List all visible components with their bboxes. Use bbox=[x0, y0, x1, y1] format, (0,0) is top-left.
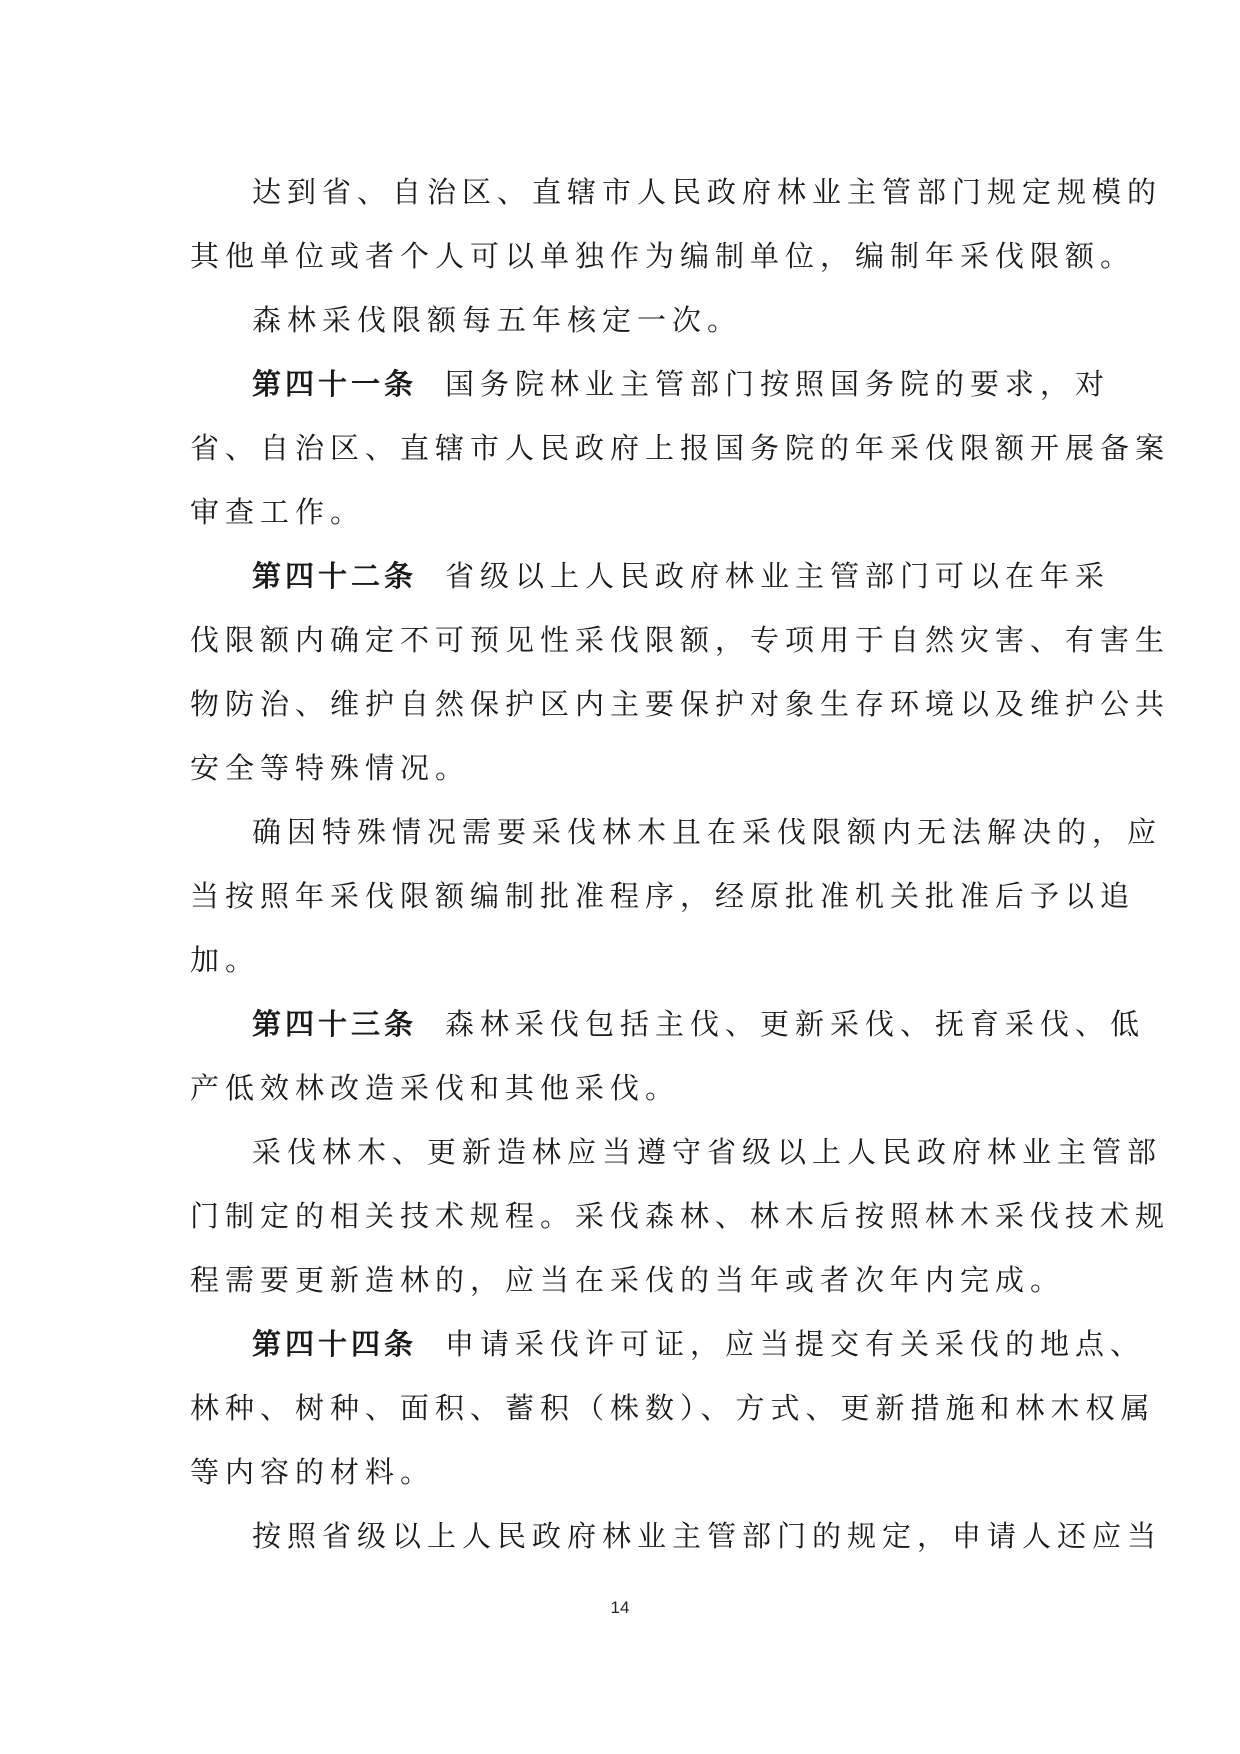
article-heading: 第四十四条 bbox=[252, 1327, 418, 1361]
text-line bbox=[190, 416, 1171, 480]
article-heading: 第四十二条 bbox=[252, 559, 418, 593]
line-text: 其他单位或者个人可以单独作为编制单位，编制年采伐限额。 bbox=[190, 239, 1136, 273]
text-line bbox=[190, 1376, 1156, 1440]
text-line bbox=[190, 992, 1146, 1056]
line-text: 门制定的相关技术规程。采伐森林、林木后按照林木采伐技术规 bbox=[190, 1199, 1171, 1233]
line-text: 当按照年采伐限额编制批准程序，经原批准机关批准后予以追 bbox=[190, 879, 1136, 913]
text-line bbox=[190, 288, 1050, 352]
line-text: 森林采伐包括主伐、更新采伐、抚育采伐、低 bbox=[445, 1007, 1146, 1041]
text-line bbox=[190, 1120, 1163, 1184]
text-line bbox=[190, 1504, 1163, 1568]
line-text: 国务院林业主管部门按照国务院的要求，对 bbox=[445, 367, 1111, 401]
line-text: 安全等特殊情况。 bbox=[190, 751, 471, 785]
text-line bbox=[190, 1184, 1171, 1248]
line-text: 省、自治区、直辖市人民政府上报国务院的年采伐限额开展备案 bbox=[190, 431, 1171, 465]
article-heading: 第四十三条 bbox=[252, 1007, 418, 1041]
line-text: 程需要更新造林的，应当在采伐的当年或者次年内完成。 bbox=[190, 1263, 1066, 1297]
text-line bbox=[190, 224, 1136, 288]
text-line bbox=[190, 1312, 1146, 1376]
text-line bbox=[190, 800, 1163, 864]
line-text: 等内容的材料。 bbox=[190, 1455, 436, 1489]
article-heading: 第四十一条 bbox=[252, 367, 418, 401]
text-line bbox=[190, 928, 1050, 992]
text-line bbox=[190, 864, 1136, 928]
line-text: 林种、树种、面积、蓄积（株数）、方式、更新措施和林木权属 bbox=[190, 1391, 1156, 1425]
page-number: 14 bbox=[610, 1598, 630, 1617]
text-line bbox=[190, 1248, 1066, 1312]
text-line bbox=[190, 1440, 1050, 1504]
text-line bbox=[190, 480, 1050, 544]
text-line bbox=[190, 544, 1111, 608]
text-line bbox=[190, 608, 1171, 672]
text-line bbox=[190, 352, 1111, 416]
line-text: 森林采伐限额每五年核定一次。 bbox=[252, 303, 743, 337]
text-line bbox=[190, 1056, 1050, 1120]
line-text: 产低效林改造采伐和其他采伐。 bbox=[190, 1071, 681, 1105]
text-line bbox=[190, 672, 1171, 736]
line-text: 物防治、维护自然保护区内主要保护对象生存环境以及维护公共 bbox=[190, 687, 1171, 721]
line-text: 采伐林木、更新造林应当遵守省级以上人民政府林业主管部 bbox=[252, 1135, 1163, 1169]
line-text: 伐限额内确定不可预见性采伐限额，专项用于自然灾害、有害生 bbox=[190, 623, 1171, 657]
line-text: 加。 bbox=[190, 943, 261, 977]
document-body bbox=[190, 160, 1171, 1568]
line-text: 确因特殊情况需要采伐林木且在采伐限额内无法解决的，应 bbox=[252, 815, 1163, 849]
line-text: 达到省、自治区、直辖市人民政府林业主管部门规定规模的 bbox=[252, 175, 1163, 209]
line-text: 按照省级以上人民政府林业主管部门的规定，申请人还应当 bbox=[252, 1519, 1163, 1553]
text-line bbox=[190, 736, 1050, 800]
line-text: 审查工作。 bbox=[190, 495, 366, 529]
text-line bbox=[190, 160, 1163, 224]
line-text: 申请采伐许可证，应当提交有关采伐的地点、 bbox=[445, 1327, 1146, 1361]
line-text: 省级以上人民政府林业主管部门可以在年采 bbox=[445, 559, 1111, 593]
